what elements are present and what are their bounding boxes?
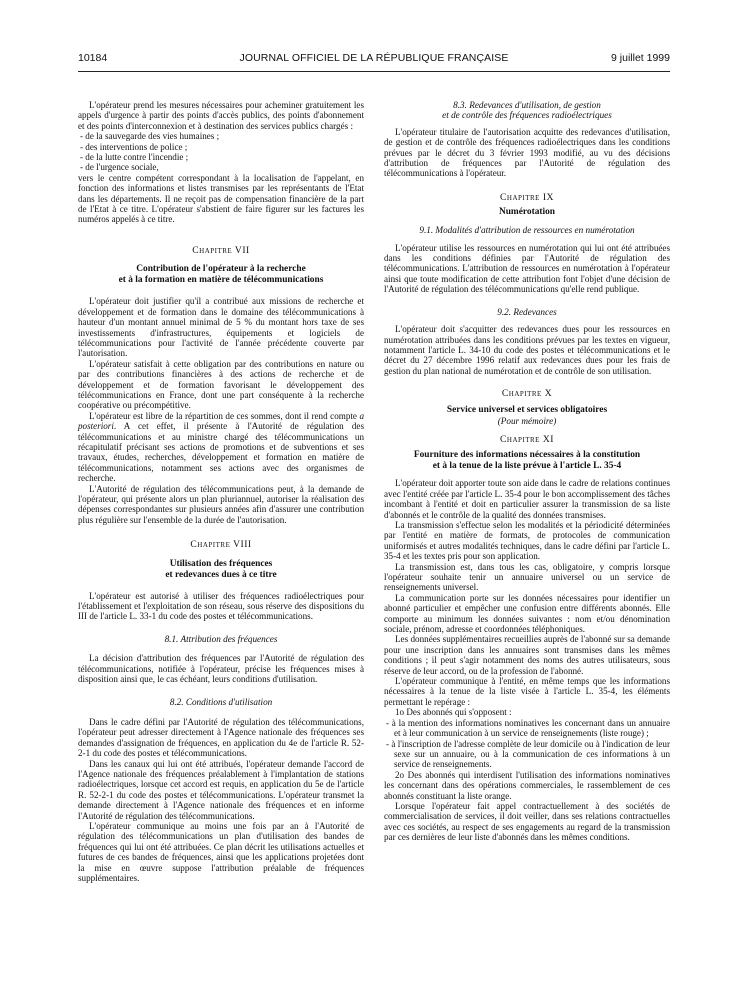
chapter-title: Utilisation des fréquences [169,558,273,569]
italic-term: a posteriori [78,410,364,432]
paragraph [78,411,364,484]
issue-date: 9 juillet 1999 [611,52,670,64]
paragraph: L'opérateur doit s'acquitter des redevances dues pour les ressources en numérotation attribuées dans les conditions prévues par les textes en vigueur, notamment l'article L. 34-10 du code des postes et télécommunications et le décret du 27 décembre 1996 relatif aux redevances dues pour les frais de gestion du plan national de numérotation et de contrôle de son utilisation. [384,324,670,376]
chapter-label: Chapitre IX [500,191,554,203]
chapter-label: Chapitre VII [192,244,250,256]
chapter-label: Chapitre XI [500,433,554,445]
list-item: - de la lutte contre l'incendie ; [80,152,189,163]
chapter-title: et à la formation en matière de télécommunications [118,275,324,286]
chapter-title: et redevances dues à ce titre [165,569,277,580]
section-title: 8.1. Attribution des fréquences [164,633,278,644]
left-column [78,100,364,883]
paragraph: L'opérateur doit apporter toute son aide dans le cadre de relations continues avec l'entité créée par l'article L. 35-4 pour le bon accomplissement des tâches incombant à l'entité et doit en particulier assurer la transmission de sa liste d'abonnés et le contrôle de la qualité des données transmises. [384,478,670,520]
paragraph: La transmission s'effectue selon les modalités et la périodicité déterminées par l'entité en matière de formats, de protocoles de communication uniformisés et autres modalités techniques, dans le cadre défini par l'article L. 35-4 et les textes pris pour son application. [384,519,670,562]
chapter-label: Chapitre VIII [190,539,252,551]
list-item: - de la sauvegarde des vies humaines ; [80,131,220,142]
chapter-title: Service universel et services obligatoires [446,404,608,415]
chapter-subtitle: (Pour mémoire) [497,415,557,426]
paragraph: L'opérateur titulaire de l'autorisation acquitte des redevances d'utilisation, de gestion et de contrôle des fréquences radioélectriques dans les conditions prévues par le décret du 3 février 1993 modifié, au vu des décisions d'attribution de fréquences par l'Autorité de régulation des télécommunications à l'opérateur. [384,126,670,179]
paragraph: Lorsque l'opérateur fait appel contractuellement à des sociétés de commercialisation de services, il doit veiller, dans ses relations contractuelles avec ces sociétés, au respect de ses engagements au regard de la transmission par ces dernières de leur liste d'abonnés dans les mêmes conditions. [384,800,670,843]
paragraph: L'opérateur utilise les ressources en numérotation qui lui ont été attribuées dans les conditions définies par l'Autorité de régulation des télécommunications. L'attribution de ressources en numérotation à l'opérateur ainsi que toute modification de cette attribution font l'objet d'une décision de l'Autorité de régulation des télécommunications qu'elle rend publique. [384,242,670,295]
paragraph: 1o Des abonnés qui s'opposent : [395,707,512,718]
paragraph: La communication porte sur les données nécessaires pour identifier un abonné particulier et empêcher une confusion entre différents abonnés. Elle comporte au minimum les données suivantes : nom et/ou dénomination sociale, prénom, adresse et coordonnées téléphoniques. [384,592,670,635]
chapter-label: Chapitre X [501,388,553,400]
paragraph: La décision d'attribution des fréquences par l'Autorité de régulation des télécommunications, notifiée à l'opérateur, précise les fréquences mises à disposition ainsi que, le cas échéant, leurs conditions d'utilisation. [78,653,364,685]
opposition-list [384,718,670,770]
paragraph: 2o Des abonnés qui interdisent l'utilisation des informations nominatives les concernant dans des opérations commerciales, le rassemblement de ces abonnés constituant la liste orange. [384,769,670,801]
paragraph: L'Autorité de régulation des télécommunications peut, à la demande de l'opérateur, qui présente alors un plan pluriannuel, autoriser la réalisation des dépenses correspondantes sur plusieurs années afin d'assurer une contribution plus régulière sur l'ensemble de la durée de l'autorisation. [78,483,364,525]
page-header [78,52,670,70]
chapter-title: Contribution de l'opérateur à la recherche [136,264,306,275]
section-title: 8.3. Redevances d'utilisation, de gestion [453,100,601,110]
chapter-title: Fourniture des informations nécessaires à la constitution [413,450,641,461]
journal-title: JOURNAL OFFICIEL DE LA RÉPUBLIQUE FRANÇAISE [239,52,509,64]
text-run: L'opérateur est libre de la répartition de ces sommes, dont il rend compte [89,410,360,421]
paragraph: Les données supplémentaires recueillies auprès de l'abonné sur sa demande pour une inscription dans les annuaires sont transmises dans les mêmes conditions ; il peut s'agir notamment des noms des autres utilisateurs, sous réserve de leur accord, ou de la profession de l'abonné. [384,634,670,676]
list-item: - à l'inscription de l'adresse complète de leur domicile ou à l'indication de leur sexe sur un annuaire, ou à la communication de ces informations à un service de renseignements. [386,738,670,770]
section-title: et de contrôle des fréquences radioélectriques [442,110,612,121]
paragraph: L'opérateur est autorisé à utiliser des fréquences radioélectriques pour l'établissement et l'exploitation de son réseau, sous réserve des dispositions du III de l'article L. 33-1 du code des postes et télécommunications. [78,590,364,622]
chapter-title: et à la tenue de la liste prévue à l'article L. 35-4 [432,461,622,472]
list-item: - des interventions de police ; [80,141,188,152]
paragraph: L'opérateur prend les mesures nécessaires pour acheminer gratuitement les appels d'urgence à partir des points d'accès publics, des points d'abonnement et des points d'interconnexion et à destination des services publics chargés : [78,100,364,131]
paragraph: L'opérateur communique à l'entité, en même temps que les informations nécessaires à la tenue de la liste visée à l'article L. 35-4, les éléments permettant le repérage : [384,676,670,707]
section-title: 8.2. Conditions d'utilisation [169,697,273,708]
page-number: 10184 [78,52,108,64]
list-item: - à la mention des informations nominatives les concernant dans un annuaire et à leur communication à un service de renseignements (liste rouge) ; [386,717,670,739]
header-rule [78,71,670,72]
section-title: 9.1. Modalités d'attribution de ressources en numérotation [419,225,635,236]
section-title: 9.2. Redevances [497,306,557,317]
paragraph: L'opérateur communique au moins une fois par an à l'Autorité de régulation des télécommunications un plan d'utilisation des bandes de fréquences qui lui ont été attribuées. Ce plan décrit les utilisations actuelles et futures de ces bandes de fréquences, ainsi que les applications projetées dont la mise en œuvre suppose l'attribution préalable de fréquences supplémentaires. [78,820,364,883]
paragraph: vers le centre compétent correspondant à la localisation de l'appelant, en fonction des informations et listes transmises par les représentants de l'Etat dans les départements. Il ne reçoit pas de compensation financière de la part de l'Etat à ce titre. L'opérateur s'abstient de faire figurer sur les factures les numéros appelés à ce titre. [78,172,364,225]
paragraph: L'opérateur doit justifier qu'il a contribué aux missions de recherche et développement et de formation dans le domaine des télécommunications à hauteur d'un montant annuel minimal de 5 % du montant hors taxe de ses investissements d'infrastructures, équipements et logiciels de télécommunications pour l'activité de l'année précédente couverte par l'autorisation. [78,296,364,359]
paragraph: L'opérateur satisfait à cette obligation par des contributions en nature ou par des contributions financières à des actions de recherche et de développement et de formation favorisant le développement des télécommunications en France, dont une part conséquente à la recherche coopérative ou précompétitive. [78,358,364,411]
emergency-services-list [78,131,364,173]
list-item: - de l'urgence sociale, [80,162,159,173]
text-run: . A cet effet, il présente à l'Autorité de régulation des télécommunications et au ministre chargé des télécommunications un récapitulatif précisant ses actions de promotions et de subventions et ses travaux, études, recherches, développement et formation en matière de télécommunications, notamment ses actions avec des organismes de recherche. [78,421,364,484]
paragraph: Dans les canaux qui lui ont été attribués, l'opérateur demande l'accord de l'Agence nationale des fréquences préalablement à l'implantation de stations radioélectriques, lorsque cet accord est requis, en application du 5e de l'article R. 52-2-1 du code des postes et télécommunications. L'opérateur transmet la demande directement à l'Agence nationale des fréquences et en informe l'Autorité de régulation des télécommunications. [78,758,364,821]
paragraph: Dans le cadre défini par l'Autorité de régulation des télécommunications, l'opérateur peut adresser directement à l'Agence nationale des fréquences ses demandes d'assignation de fréquences, en application du 4e de l'article R. 52-2-1 du code des postes et télécommunications. [78,716,364,759]
paragraph: La transmission est, dans tous les cas, obligatoire, y compris lorsque l'opérateur souhaite tenir un annuaire universel ou un service de renseignements universel. [384,561,670,593]
right-column [384,100,670,843]
chapter-title: Numérotation [498,207,556,218]
